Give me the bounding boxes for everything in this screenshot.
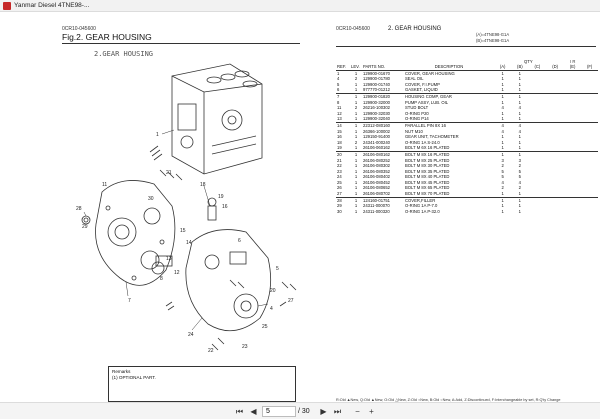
cell-ref: 14 [336,122,350,128]
parts-table-body [336,70,598,214]
cell-lev: 1 [350,197,362,203]
parts-table [336,64,598,214]
change-codes-note: R:Old ▲New, Q:Old ▲New, O:Old △New, Z:Old ○New, B:Old ○New, A:Add, Z:Discontinued, F:Interchangeable by set, R:Q'ty Change [336,398,561,402]
cell-parts-no: 26106-080162 [362,151,404,157]
callout-8: 8 [160,276,163,282]
cell-description: O-RING 1A S-24.0 [405,139,440,145]
cell-ref: 19 [337,145,342,151]
diagram-code: 0CR10-045600 [62,26,96,32]
cell-parts-no: 129150-91400 [363,134,391,140]
cell-qty-b: 1 [518,134,522,140]
cell-parts-no: 26106-080702 [363,191,391,197]
cell-ref: 22 [337,163,342,169]
cell-ref: 13 [337,116,342,122]
cell-ref: 18 [337,139,342,145]
cell-qty-a: 1 [494,197,511,203]
cell-qty-a: 1 [501,203,504,209]
col-a: (A) [494,64,511,70]
callout-11: 11 [102,182,108,188]
figure-title: Fig.2. GEAR HOUSING [62,32,152,42]
qty-header: QTY [524,59,533,64]
cell-qty-b: 1 [511,151,528,157]
callout-27: 27 [288,298,294,304]
cell-lev: 1 [354,203,358,209]
cell-parts-no: 26106-080402 [363,174,391,180]
window-title: Yanmar Diesel 4TNE98-... [14,2,90,9]
cell-ref: 30 [337,208,342,214]
cell-ref: 5 [337,81,340,87]
callout-18: 18 [200,182,206,188]
cell-qty-a: 5 [501,168,504,174]
cylinder-block-drawing [172,64,262,174]
legend-a: (A)=4TNE98-G1A [476,32,510,37]
cell-ref: 25 [337,179,342,185]
ir-header: I R [570,59,576,64]
col-ref: REF. [336,64,350,70]
cell-description: O-RING P14 [405,116,429,122]
callout-29: 29 [82,224,88,230]
cell-parts-no: 24311-000070 [363,203,390,209]
cell-qty-a: 1 [494,151,511,157]
cell-description: STUD BOLT [405,105,429,111]
cell-lev: 1 [354,145,358,151]
callout-12: 12 [174,270,180,276]
cell-lev: 1 [354,191,358,197]
cell-parts-no: 124160-01751 [362,197,404,203]
cell-qty-a: 1 [501,139,504,145]
cell-qty-c [528,209,546,215]
cell-qty-b: 1 [518,145,522,151]
cell-parts-no: 129900-01670 [363,70,391,76]
title-rule [62,43,300,44]
cell-ref: 4 [337,76,340,82]
col-parts-no: PARTS NO. [362,64,404,70]
cell-ref: 11 [337,105,342,111]
cell-description: COVER,FILLER [404,197,494,203]
gear-housing-drawing [96,180,175,285]
cell-qty-b: 1 [518,208,522,214]
col-description: DESCRIPTION [404,64,494,70]
cell-lev: 1 [354,134,358,140]
cell-parts-no: 129900-01780 [363,76,391,82]
cell-qty-b: 1 [518,99,522,105]
col-d: (D) [546,64,564,70]
cell-qty-b: 2 [518,185,522,191]
cell-description: PUMP ASSY, LUB. OIL [405,99,449,105]
cell-parts-no: 129900-32000 [363,99,391,105]
col-f: (F) [581,64,598,70]
cell-ref: 6 [337,87,340,93]
cell-qty-b: 1 [518,116,522,122]
remarks-box [108,366,296,402]
parts-title: 2. GEAR HOUSING [388,26,442,32]
cell-qty-a: 1 [501,76,504,82]
callout-6: 6 [238,238,241,244]
cell-lev: 1 [350,93,362,99]
callout-20: 20 [270,288,276,294]
callout-21: 21 [166,170,172,176]
cell-description: GASKET, LIQUID [405,87,438,93]
cell-lev: 1 [354,168,358,174]
cell-qty-a: 2 [501,163,504,169]
cell-lev: 1 [350,151,362,157]
window-titlebar [0,0,600,12]
cell-qty-b: 1 [518,76,522,82]
col-lev: LEV. [350,64,362,70]
parts-list-page [336,26,598,404]
cell-parts-no: 24311-000320 [363,208,390,214]
callout-4: 4 [270,306,273,312]
pdf-app-icon [3,2,11,10]
cell-lev: 1 [354,87,358,93]
cell-ref: 21 [337,157,342,163]
cell-qty-a: 1 [501,87,504,93]
cell-lev: 1 [354,99,358,105]
cell-description: O-RING P20 [405,110,429,116]
cell-qty-a: 4 [501,179,504,185]
cell-qty-b: 4 [518,179,522,185]
cell-qty-a: 1 [494,93,511,99]
cell-ref: 24 [337,174,342,180]
cell-lev: 2 [354,105,358,111]
cell-ref: 7 [336,93,350,99]
cell-parts-no: 977770-01212 [363,87,391,93]
cell-qty-b: 1 [511,93,528,99]
zoom-in-icon[interactable]: + [369,407,374,416]
filler-cover-drawing [82,216,90,224]
cell-qty-b: 1 [518,139,522,145]
cell-parts-no: 24341-000240 [363,139,391,145]
cell-qty-a: 1 [501,110,504,116]
cell-qty-f [581,209,598,215]
cell-description: PARALLEL PIN 8X 16 [404,122,494,128]
col-c: (C) [528,64,546,70]
cell-description: BOLT M 8X 16 PLATED [404,151,494,157]
parts-row [336,209,598,215]
remarks-item: (1) OPTIONAL PART. [112,375,156,380]
cell-ref: 1 [337,70,340,76]
page-total: / 30 [298,408,310,415]
callout-28: 28 [76,206,82,212]
col-b: (B) [511,64,528,70]
cell-qty-a: 1 [501,116,504,122]
cell-qty-b: 1 [518,81,522,87]
cell-ref: 20 [336,151,350,157]
legend-b: (B)=4TNE98-G1A [476,38,510,43]
cell-description: COVER, GEAR HOUSING [405,70,455,76]
cell-qty-b: 1 [518,191,522,197]
callout-30: 30 [148,196,154,202]
callout-23: 23 [242,344,248,350]
cell-qty-b: 4 [518,105,522,111]
cell-lev: 1 [350,122,362,128]
cell-ref: 23 [337,168,342,174]
cell-description: O-RING 1A P-32.0 [405,208,440,214]
cell-lev: 1 [354,110,358,116]
cell-qty-b: 1 [518,203,522,209]
previous-page-icon[interactable]: ◀ [250,407,257,416]
cell-description: BOLT M 6X 16 PLATED [405,145,450,151]
cell-description: NUT M10 [405,128,423,134]
cell-ref: 16 [337,134,342,140]
cell-qty-b: 2 [518,163,522,169]
remarks-title: Remarks [112,369,131,374]
cell-lev: 1 [354,185,358,191]
cell-lev: 1 [354,163,358,169]
cell-lev: 1 [354,157,358,163]
cell-lev: 1 [354,208,358,214]
cell-description: BOLT M 8X 25 PLATED [405,157,450,163]
cell-ref: 29 [337,203,342,209]
cell-ref: 26 [337,185,342,191]
cell-ref: 15 [337,128,342,134]
cell-lev: 1 [354,81,358,87]
parts-title-rule [336,46,596,47]
cell-qty-b: 1 [518,70,522,76]
callout-leaders [84,130,268,330]
gear-cover-drawing [186,230,271,331]
cell-parts-no: 26106-080302 [363,163,391,169]
cell-description: BOLT M 8X 65 PLATED [405,185,450,191]
last-page-icon[interactable]: ⏭ [333,407,342,416]
cell-qty-b: 4 [511,122,528,128]
cell-lev: 2 [354,76,358,82]
cell-ref: 12 [337,110,342,116]
cell-description: BOLT M 8X 45 PLATED [405,179,450,185]
cell-qty-a: 3 [501,157,504,163]
cell-qty-a: 4 [494,122,511,128]
cell-parts-no: 26366-100002 [363,128,391,134]
cell-parts-no: 129900-32030 [363,110,391,116]
cell-ref: 27 [337,191,342,197]
cell-qty-a: 2 [501,185,504,191]
cell-description: HOUSING COMP, GEAR [404,93,494,99]
first-page-icon[interactable]: ⏮ [235,407,244,416]
cell-qty-b: 5 [518,174,522,180]
cell-qty-a: 1 [501,191,504,197]
document-viewer [0,12,600,402]
cell-parts-no: 26106-060162 [363,145,391,151]
cell-parts-no: 26106-080652 [363,185,391,191]
cell-parts-no: 129900-32040 [363,116,391,122]
diagram-page [62,26,302,404]
cell-qty-b: 1 [518,110,522,116]
cell-qty-b: 4 [518,128,522,134]
gear-housing-exploded-diagram [62,56,302,356]
bolt-drawings [150,146,296,350]
parts-code: 0CR10-045600 [336,26,370,32]
cell-ref: 28 [336,197,350,203]
cell-parts-no: 129900-01820 [362,93,404,99]
cell-description: SEAL OIL [405,76,424,82]
cell-ref: 8 [337,99,340,105]
cell-description: BOLT M 8X 35 PLATED [405,168,450,174]
cell-description: BOLT M 8X 30 PLATED [405,163,450,169]
page-number-input[interactable] [262,406,296,417]
cell-lev: 2 [354,139,358,145]
cell-qty-a: 4 [501,128,504,134]
cell-qty-a: 1 [501,134,504,140]
zoom-out-icon[interactable]: − [355,407,360,416]
cell-description: COVER, F.I.PUMP [405,81,440,87]
callout-5: 5 [276,266,279,272]
callout-22: 22 [208,348,214,354]
cell-description: GEAR UNIT, TACHOMETER [405,134,459,140]
cell-parts-no: 129900-01740 [363,81,391,87]
callout-19: 19 [218,194,224,200]
cell-qty-b: 3 [518,157,522,163]
cell-qty-a: 1 [501,208,504,214]
viewer-toolbar [0,402,600,419]
next-page-icon[interactable]: ▶ [320,407,327,416]
cell-qty-b: 1 [511,197,528,203]
cell-description: BOLT M 8X 40 PLATED [405,174,450,180]
callout-15: 15 [180,228,186,234]
tachometer-unit-drawing [208,198,216,220]
callout-16: 16 [222,204,228,210]
cell-lev: 1 [354,70,358,76]
callout-13: 13 [166,256,172,262]
cell-lev: 1 [354,128,358,134]
callout-24: 24 [188,332,194,338]
callout-1: 1 [156,132,159,138]
callout-25: 25 [262,324,268,330]
cell-qty-d [546,209,564,215]
cell-parts-no: 26216-100302 [363,105,391,111]
diagram-box-label: 2.GEAR HOUSING [94,50,154,58]
cell-lev: 1 [354,174,358,180]
cell-qty-a: 1 [501,145,504,151]
cell-qty-a: 1 [501,70,504,76]
cell-parts-no: 26106-080352 [363,168,391,174]
cell-lev: 1 [354,179,358,185]
cell-parts-no: 22312-080160 [362,122,404,128]
cell-qty-a: 1 [501,81,504,87]
cell-parts-no: 26106-080452 [363,179,391,185]
cell-description: O-RING 1A P-7.0 [405,203,438,209]
cell-qty-e [564,209,581,215]
cell-description: BOLT M 8X 70 PLATED [405,191,450,197]
cell-parts-no: 26106-080252 [363,157,391,163]
callout-7: 7 [128,298,131,304]
cell-qty-a: 1 [501,99,504,105]
cell-lev: 1 [354,116,358,122]
cell-qty-b: 5 [518,168,522,174]
callout-14: 14 [186,240,192,246]
cell-qty-a: 5 [501,174,504,180]
col-e: (E) [564,64,581,70]
cell-qty-a: 4 [501,105,504,111]
cell-qty-b: 1 [518,87,522,93]
